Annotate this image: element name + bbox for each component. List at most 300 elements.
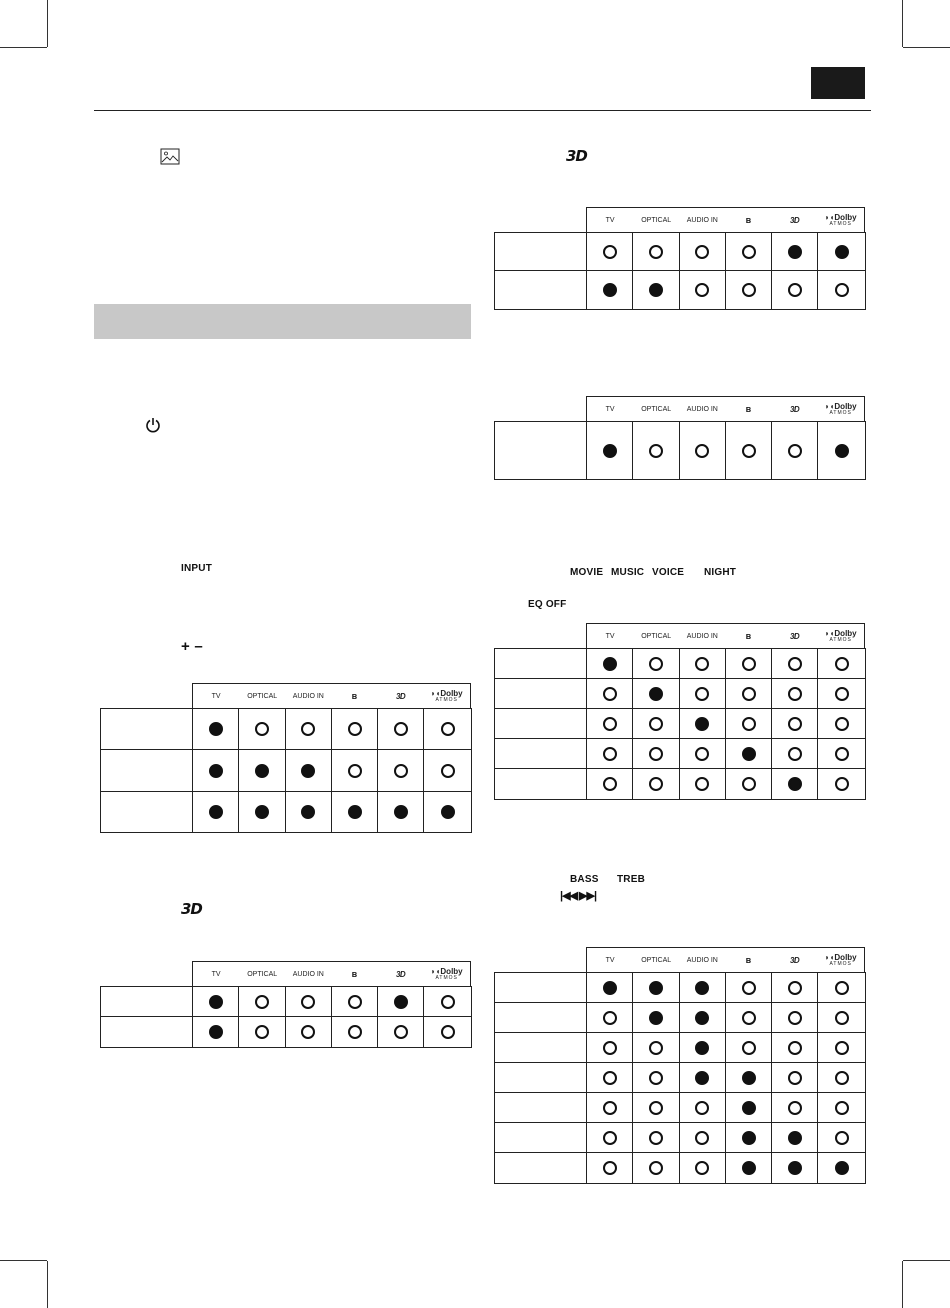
led-indicator-on (788, 1161, 802, 1175)
led-table-row (495, 1153, 865, 1183)
led-cell (424, 1017, 470, 1047)
crop-mark (903, 1260, 950, 1261)
led-cell (680, 233, 726, 270)
row-label-cell (495, 739, 587, 768)
led-indicator-off (788, 747, 802, 761)
led-cell (587, 233, 633, 270)
led-cell (818, 1123, 864, 1152)
led-table-row (495, 1033, 865, 1063)
led-indicator-on (695, 981, 709, 995)
led-cell (286, 792, 332, 832)
led-indicator-off (649, 717, 663, 731)
led-cell (818, 649, 864, 678)
col-tv-label: TV (211, 970, 221, 978)
led-cell (680, 709, 726, 738)
led-indicator-on (209, 722, 223, 736)
led-table-row (495, 1003, 865, 1033)
col-bluetooth-icon (725, 208, 771, 232)
led-indicator-off (788, 687, 802, 701)
col-audio-in (285, 962, 331, 986)
led-cell (587, 649, 633, 678)
led-cell (193, 750, 239, 791)
led-cell (726, 1003, 772, 1032)
led-table-header (586, 947, 865, 972)
led-table-header (586, 396, 865, 421)
col-bluetooth-icon (331, 962, 377, 986)
led-indicator-off (649, 1161, 663, 1175)
col-dolby-atmos-logo (424, 684, 470, 708)
row-label-cell (495, 973, 587, 1002)
dolby-logo-text: ◗◖Dolby (430, 966, 463, 976)
led-indicator-on (695, 1041, 709, 1055)
crop-mark (47, 0, 48, 47)
power-icon (145, 417, 161, 433)
led-cell (633, 1033, 679, 1062)
led-indicator-off (603, 1041, 617, 1055)
col-3d-icon (772, 948, 818, 972)
row-label-cell (495, 422, 587, 479)
led-indicator-off (742, 283, 756, 297)
crop-mark (0, 1260, 47, 1261)
led-indicator-on (788, 777, 802, 791)
row-label-cell (101, 1017, 193, 1047)
led-indicator-off (742, 657, 756, 671)
led-indicator-off (649, 657, 663, 671)
led-cell (587, 1093, 633, 1122)
col-tv (587, 624, 633, 648)
dolby-logo-text: ◗◖Dolby (824, 212, 857, 222)
led-indicator-off (695, 777, 709, 791)
led-table-row (101, 750, 471, 792)
led-indicator-off (649, 1101, 663, 1115)
led-table-row (495, 679, 865, 709)
led-indicator-off (603, 687, 617, 701)
led-cell (818, 422, 864, 479)
led-indicator-on (695, 1071, 709, 1085)
led-indicator-off (788, 657, 802, 671)
led-indicator-off (441, 995, 455, 1009)
led-cell (726, 769, 772, 799)
night-key-label: NIGHT (704, 567, 737, 578)
col-3d-icon-label: 3D (395, 969, 406, 979)
led-indicator-on (209, 1025, 223, 1039)
led-cell (587, 422, 633, 479)
led-cell (726, 1093, 772, 1122)
led-indicator-off (742, 1041, 756, 1055)
led-indicator-on (649, 283, 663, 297)
led-indicator-off (649, 747, 663, 761)
led-table-row (495, 973, 865, 1003)
led-cell (680, 1003, 726, 1032)
led-indicator-off (603, 245, 617, 259)
movie-key-label: MOVIE (570, 567, 604, 578)
led-cell (772, 1033, 818, 1062)
col-dolby-atmos-logo (818, 624, 864, 648)
led-cell (726, 1033, 772, 1062)
led-indicator-off (649, 1131, 663, 1145)
led-indicator-on (209, 805, 223, 819)
led-cell (818, 709, 864, 738)
led-table-body (494, 972, 866, 1184)
led-indicator-off (695, 283, 709, 297)
col-optical-label: OPTICAL (247, 970, 278, 978)
led-indicator-on (649, 687, 663, 701)
col-dolby-atmos-logo (818, 948, 864, 972)
led-cell (680, 679, 726, 708)
led-cell (633, 422, 679, 479)
row-label-cell (495, 1153, 587, 1183)
row-label-cell (101, 709, 193, 749)
col-3d-icon-label: 3D (789, 631, 800, 641)
led-cell (772, 422, 818, 479)
led-table-row (495, 709, 865, 739)
col-audio-in-label: AUDIO IN (292, 970, 324, 978)
led-table-row (495, 1063, 865, 1093)
led-table-header (586, 207, 865, 232)
led-indicator-on (394, 995, 408, 1009)
col-3d-icon-label: 3D (395, 691, 406, 701)
led-cell (680, 1033, 726, 1062)
led-indicator-off (603, 717, 617, 731)
col-dolby-atmos-logo (424, 962, 470, 986)
voice-key-label: VOICE (652, 567, 685, 578)
row-label-cell (101, 750, 193, 791)
led-indicator-off (742, 777, 756, 791)
col-3d-icon (772, 624, 818, 648)
led-table-row (495, 1093, 865, 1123)
dolby-atmos-logo (825, 630, 857, 643)
led-table-header (586, 623, 865, 648)
led-cell (239, 750, 285, 791)
led-cell (726, 271, 772, 309)
led-table-body (494, 421, 866, 480)
led-indicator-off (394, 722, 408, 736)
led-cell (772, 1093, 818, 1122)
treb-key-label: TREB (617, 874, 646, 885)
col-audio-in-label: AUDIO IN (292, 692, 324, 700)
led-cell (193, 709, 239, 749)
led-indicator-on (394, 805, 408, 819)
led-cell (587, 1153, 633, 1183)
led-cell (633, 233, 679, 270)
led-cell (633, 1153, 679, 1183)
led-cell (587, 1033, 633, 1062)
led-cell (633, 973, 679, 1002)
led-indicator-off (695, 444, 709, 458)
led-indicator-on (603, 981, 617, 995)
led-indicator-off (835, 283, 849, 297)
col-audio-in (285, 684, 331, 708)
led-cell (633, 649, 679, 678)
led-indicator-off (742, 245, 756, 259)
led-indicator-on (742, 747, 756, 761)
col-bluetooth-icon-label: ʙ (745, 631, 752, 641)
led-cell (818, 1063, 864, 1092)
led-indicator-off (742, 687, 756, 701)
led-cell (772, 1063, 818, 1092)
led-table-row (495, 422, 865, 479)
led-indicator-off (603, 1011, 617, 1025)
led-cell (587, 271, 633, 309)
led-indicator-on (603, 283, 617, 297)
led-cell (633, 1093, 679, 1122)
col-tv (193, 962, 239, 986)
led-cell (424, 792, 470, 832)
led-cell (633, 739, 679, 768)
led-cell (239, 792, 285, 832)
led-cell (424, 709, 470, 749)
led-cell (818, 769, 864, 799)
col-audio-in (679, 208, 725, 232)
row-label-cell (495, 271, 587, 309)
col-tv (193, 684, 239, 708)
col-3d-icon-label: 3D (789, 955, 800, 965)
led-table-row (495, 739, 865, 769)
led-indicator-off (835, 717, 849, 731)
row-label-cell (495, 769, 587, 799)
col-optical-label: OPTICAL (641, 405, 672, 413)
led-cell (680, 422, 726, 479)
led-table-header (192, 683, 471, 708)
led-indicator-on (742, 1131, 756, 1145)
col-audio-in-label: AUDIO IN (686, 956, 718, 964)
led-cell (193, 987, 239, 1016)
led-cell (818, 271, 864, 309)
led-table-row (495, 769, 865, 799)
col-bluetooth-icon-label: ʙ (351, 691, 358, 701)
3d-icon: 3D (181, 900, 202, 918)
led-cell (587, 769, 633, 799)
led-cell (587, 709, 633, 738)
col-optical (239, 684, 285, 708)
led-indicator-off (788, 283, 802, 297)
led-indicator-on (649, 981, 663, 995)
led-cell (332, 987, 378, 1016)
led-cell (818, 973, 864, 1002)
led-cell (239, 987, 285, 1016)
led-indicator-on (301, 764, 315, 778)
skip-keys-label: |◀◀ ▶▶| (560, 890, 597, 902)
dolby-atmos-logo (825, 403, 857, 416)
led-indicator-on (835, 444, 849, 458)
led-indicator-off (649, 777, 663, 791)
led-cell (726, 739, 772, 768)
led-cell (332, 750, 378, 791)
col-bluetooth-icon-label: ʙ (745, 404, 752, 414)
led-indicator-off (255, 995, 269, 1009)
led-cell (726, 422, 772, 479)
led-indicator-off (695, 1131, 709, 1145)
atmos-logo-text: ATMOS (829, 636, 852, 643)
led-indicator-off (788, 1101, 802, 1115)
atmos-logo-text: ATMOS (829, 409, 852, 416)
led-cell (193, 1017, 239, 1047)
led-cell (332, 1017, 378, 1047)
led-table-row (101, 792, 471, 832)
led-indicator-off (835, 1131, 849, 1145)
crop-mark (902, 0, 903, 47)
led-table-header (192, 961, 471, 986)
col-optical (633, 624, 679, 648)
led-indicator-off (742, 1011, 756, 1025)
col-tv-label: TV (605, 405, 615, 413)
led-indicator-off (649, 245, 663, 259)
col-optical-label: OPTICAL (641, 216, 672, 224)
col-tv (587, 948, 633, 972)
led-cell (772, 679, 818, 708)
atmos-logo-text: ATMOS (829, 220, 852, 227)
led-cell (772, 649, 818, 678)
led-cell (378, 750, 424, 791)
col-3d-icon (378, 684, 424, 708)
led-table-row (101, 987, 471, 1017)
led-indicator-off (255, 722, 269, 736)
col-optical-label: OPTICAL (641, 632, 672, 640)
dolby-atmos-logo (431, 690, 463, 703)
led-indicator-off (603, 777, 617, 791)
atmos-logo-text: ATMOS (435, 696, 458, 703)
led-cell (818, 1153, 864, 1183)
led-table-row (101, 1017, 471, 1047)
led-cell (726, 1153, 772, 1183)
led-indicator-off (603, 747, 617, 761)
led-cell (726, 233, 772, 270)
led-cell (772, 1123, 818, 1152)
led-indicator-off (348, 722, 362, 736)
led-cell (633, 709, 679, 738)
led-indicator-off (742, 981, 756, 995)
led-indicator-on (695, 717, 709, 731)
dolby-atmos-logo (825, 214, 857, 227)
led-cell (424, 987, 470, 1016)
led-table-row (495, 649, 865, 679)
led-cell (726, 973, 772, 1002)
led-cell (726, 1063, 772, 1092)
led-cell (818, 739, 864, 768)
led-cell (680, 1093, 726, 1122)
led-indicator-off (835, 1071, 849, 1085)
led-indicator-off (441, 1025, 455, 1039)
led-indicator-on (441, 805, 455, 819)
led-indicator-off (835, 1041, 849, 1055)
music-key-label: MUSIC (611, 567, 645, 578)
input-key-label: INPUT (181, 563, 212, 574)
col-tv-label: TV (605, 956, 615, 964)
led-cell (587, 1063, 633, 1092)
led-indicator-off (695, 245, 709, 259)
led-cell (587, 1003, 633, 1032)
led-indicator-off (441, 722, 455, 736)
led-indicator-off (788, 1041, 802, 1055)
dolby-logo-text: ◗◖Dolby (824, 952, 857, 962)
led-cell (378, 792, 424, 832)
col-3d-icon (772, 397, 818, 421)
led-cell (818, 679, 864, 708)
led-cell (772, 973, 818, 1002)
row-label-cell (495, 233, 587, 270)
col-3d-icon (378, 962, 424, 986)
led-cell (818, 1003, 864, 1032)
led-cell (772, 1003, 818, 1032)
led-cell (587, 973, 633, 1002)
led-cell (587, 739, 633, 768)
led-cell (772, 1153, 818, 1183)
led-indicator-off (695, 1161, 709, 1175)
eq-off-key-label: EQ OFF (528, 599, 567, 610)
bass-key-label: BASS (570, 874, 599, 885)
row-label-cell (495, 1123, 587, 1152)
dolby-atmos-logo (825, 954, 857, 967)
led-indicator-off (788, 717, 802, 731)
led-cell (818, 1093, 864, 1122)
dolby-logo-text: ◗◖Dolby (824, 401, 857, 411)
led-cell (680, 1123, 726, 1152)
led-indicator-off (835, 687, 849, 701)
col-audio-in-label: AUDIO IN (686, 632, 718, 640)
row-label-cell (101, 987, 193, 1016)
led-cell (286, 987, 332, 1016)
led-cell (726, 649, 772, 678)
led-indicator-off (742, 444, 756, 458)
col-optical-label: OPTICAL (641, 956, 672, 964)
section-header-bar (94, 304, 471, 339)
led-indicator-off (835, 1101, 849, 1115)
led-indicator-on (301, 805, 315, 819)
led-cell (680, 1153, 726, 1183)
led-cell (633, 1063, 679, 1092)
led-indicator-off (603, 1131, 617, 1145)
col-3d-icon-label: 3D (789, 404, 800, 414)
led-table-body (494, 232, 866, 310)
led-cell (424, 750, 470, 791)
led-indicator-off (695, 747, 709, 761)
led-indicator-off (649, 1041, 663, 1055)
led-table-body (100, 986, 472, 1048)
led-indicator-off (835, 657, 849, 671)
col-bluetooth-icon (725, 624, 771, 648)
led-cell (680, 1063, 726, 1092)
col-optical (633, 397, 679, 421)
led-cell (772, 709, 818, 738)
led-indicator-off (835, 1011, 849, 1025)
led-indicator-on (742, 1101, 756, 1115)
col-optical-label: OPTICAL (247, 692, 278, 700)
led-indicator-off (788, 444, 802, 458)
col-3d-icon-label: 3D (789, 215, 800, 225)
led-indicator-off (695, 657, 709, 671)
led-cell (239, 709, 285, 749)
row-label-cell (495, 649, 587, 678)
col-tv-label: TV (605, 632, 615, 640)
col-audio-in (679, 397, 725, 421)
led-indicator-on (255, 805, 269, 819)
led-cell (286, 709, 332, 749)
led-indicator-off (394, 1025, 408, 1039)
led-indicator-off (441, 764, 455, 778)
col-bluetooth-icon-label: ʙ (745, 955, 752, 965)
col-optical (633, 948, 679, 972)
led-indicator-off (649, 1071, 663, 1085)
col-tv (587, 397, 633, 421)
col-optical (239, 962, 285, 986)
led-indicator-off (603, 1161, 617, 1175)
led-table-row (495, 271, 865, 309)
led-indicator-off (788, 1071, 802, 1085)
led-cell (726, 679, 772, 708)
led-indicator-off (835, 747, 849, 761)
col-audio-in-label: AUDIO IN (686, 216, 718, 224)
led-indicator-on (209, 764, 223, 778)
